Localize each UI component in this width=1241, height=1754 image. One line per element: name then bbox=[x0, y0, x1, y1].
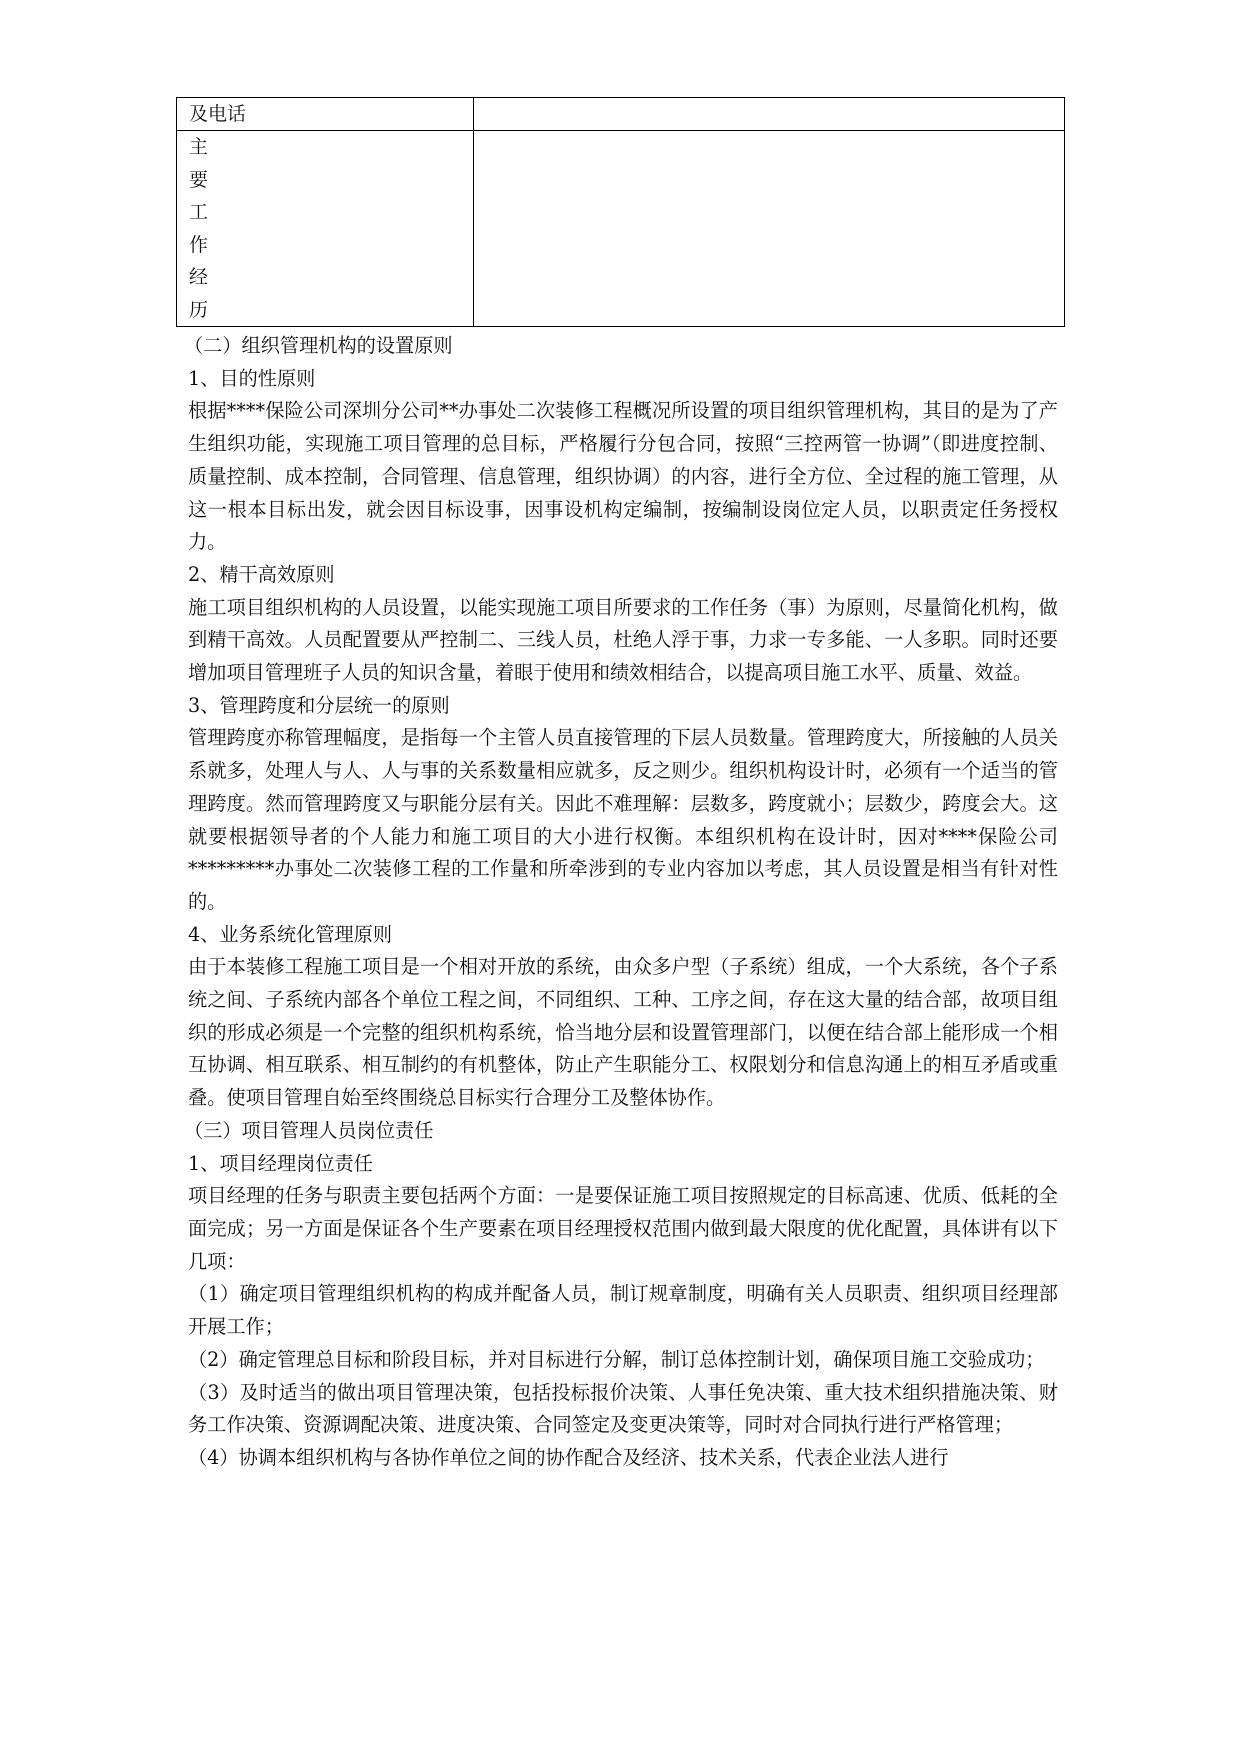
work-history-value-cell bbox=[474, 131, 1065, 327]
vertical-label-char: 主 bbox=[189, 136, 209, 158]
list-item: （4）协调本组织机构与各协作单位之间的协作配合及经济、技术关系，代表企业法人进行 bbox=[188, 1445, 949, 1469]
list-item: （1）确定项目管理组织机构的构成并配备人员，制订规章制度，明确有关人员职责、组织项目经理部开展工作； bbox=[188, 1282, 1058, 1339]
vertical-label-char: 工 bbox=[189, 201, 209, 223]
phone-label-cell: 及电话 bbox=[177, 98, 474, 131]
body-paragraph: 管理跨度亦称管理幅度，是指每一个主管人员直接管理的下层人员数量。管理跨度大，所接触的人员关系就多，处理人与人、人与事的关系数量相应就多，反之则少。组织机构设计时，必须有一个适当的管理跨度。然而管理跨度又与职能分层有关。因此不难理解：层数多，跨度就小；层数少，跨度会大。这就要根据领导者的个人能力和施工项目的大小进行权衡。本组织机构在设计时，因对****保险公司*********办事处二次装修工程的工作量和所牵涉到的专业内容加以考虑，其人员设置是相当有针对性的。 bbox=[188, 726, 1058, 913]
body-paragraph: 根据****保险公司深圳分公司**办事处二次装修工程概况所设置的项目组织管理机构，其目的是为了产生组织功能，实现施工项目管理的总目标，严格履行分包合同，按照“三控两管一协调”（即进度控制、质量控制、成本控制，合同管理、信息管理，组织协调）的内容，进行全方位、全过程的施工管理，从这一根本目标出发，就会因目标设事，因事设机构定编制，按编制设岗位定人员，以职责定任务授权力。 bbox=[188, 399, 1058, 554]
table-row-work-history bbox=[177, 131, 1065, 327]
phone-value-cell bbox=[474, 98, 1065, 131]
principle-heading: 3、管理跨度和分层统一的原则 bbox=[188, 693, 450, 717]
list-item: （2）确定管理总目标和阶段目标，并对目标进行分解，制订总体控制计划，确保项目施工交验成功； bbox=[188, 1347, 1045, 1371]
vertical-label-char: 经 bbox=[189, 266, 209, 288]
principle-heading: 2、精干高效原则 bbox=[188, 562, 335, 586]
vertical-label-char: 作 bbox=[189, 233, 209, 256]
body-paragraph: 施工项目组织机构的人员设置，以能实现施工项目所要求的工作任务（事）为原则，尽量简化机构，做到精干高效。人员配置要从严控制二、三线人员，杜绝人浮于事，力求一专多能、一人多职。同时还要增加项目管理班子人员的知识含量，着眼于使用和绩效相结合，以提高项目施工水平、质量、效益。 bbox=[188, 595, 1058, 685]
vertical-label-char: 要 bbox=[189, 168, 209, 191]
principle-heading: 4、业务系统化管理原则 bbox=[188, 922, 393, 946]
info-table bbox=[176, 97, 1065, 327]
body-paragraph: 由于本装修工程施工项目是一个相对开放的系统，由众多户型（子系统）组成，一个大系统，各个子系统之间、子系统内部各个单位工程之间，不同组织、工种、工序之间，存在这大量的结合部，故项目组织的形成必须是一个完整的组织机构系统，恰当地分层和设置管理部门，以便在结合部上能形成一个相互协调、相互联系、相互制约的有机整体，防止产生职能分工、权限划分和信息沟通上的相互矛盾或重叠。使项目管理自始至终围绕总目标实行合理分工及整体协作。 bbox=[188, 955, 1058, 1110]
section-title: （二）组织管理机构的设置原则 bbox=[184, 334, 453, 357]
work-history-label-cell bbox=[177, 131, 474, 327]
table-row-phone bbox=[177, 98, 1065, 131]
principle-heading: 1、目的性原则 bbox=[188, 366, 316, 390]
vertical-label-char: 历 bbox=[189, 298, 209, 321]
body-paragraph: 项目经理的任务与职责主要包括两个方面：一是要保证施工项目按照规定的目标高速、优质、低耗的全面完成；另一方面是保证各个生产要素在项目经理授权范围内做到最大限度的优化配置，具体讲有以下几项： bbox=[188, 1184, 1058, 1273]
document-body bbox=[184, 330, 1058, 1475]
section-title: （三）项目管理人员岗位责任 bbox=[184, 1118, 434, 1142]
responsibility-heading: 1、项目经理岗位责任 bbox=[188, 1151, 373, 1175]
list-item: （3）及时适当的做出项目管理决策，包括投标报价决策、人事任免决策、重大技术组织措施决策、财务工作决策、资源调配决策、进度决策、合同签定及变更决策等，同时对合同执行进行严格管理； bbox=[188, 1380, 1058, 1437]
